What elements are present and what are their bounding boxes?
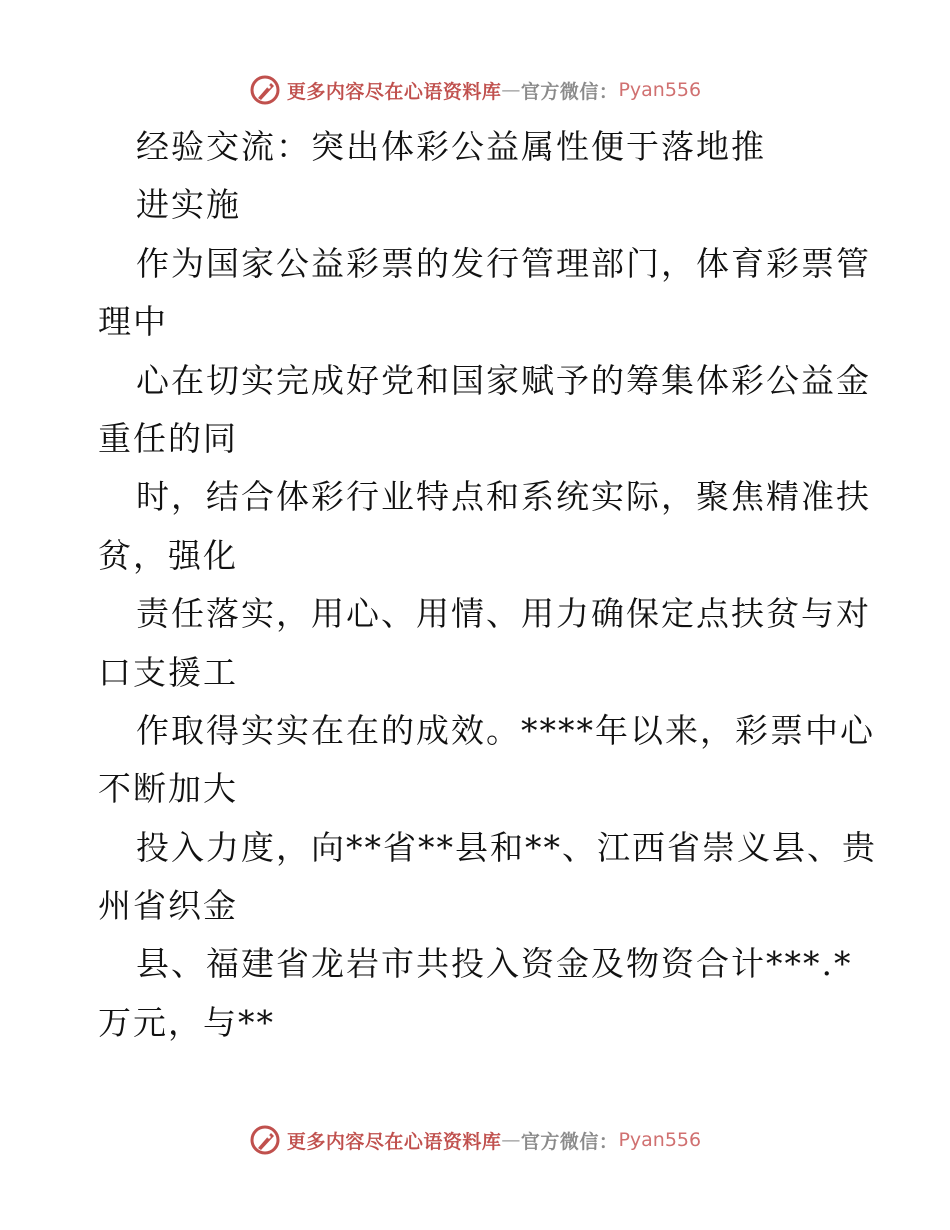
document-body [98, 124, 877, 1058]
text-line: 责任落实，用心、用情、用力确保定点扶贫与对 [136, 594, 871, 634]
pen-nib-circle-icon [249, 1124, 281, 1156]
watermark-dash: — [501, 79, 521, 101]
text-line: 经验交流：突出体彩公益属性便于落地推 [136, 127, 766, 166]
watermark-label: 官方微信： [520, 80, 619, 103]
text-line: 贫，强化 [98, 535, 238, 575]
pen-nib-circle-icon [249, 74, 281, 106]
text-line: 县、福建省龙岩市共投入资金及物资合计***.* [136, 944, 853, 984]
text-line: 心在切实完成好党和国家赋予的筹集体彩公益金 [136, 360, 871, 400]
watermark-dash: — [501, 1129, 521, 1151]
footer-watermark [0, 1120, 950, 1160]
text-line: 理中 [98, 302, 168, 342]
text-line: 进实施 [136, 185, 241, 225]
text-line: 作为国家公益彩票的发行管理部门，体育彩票管 [136, 243, 871, 283]
text-line: 州省织金 [98, 886, 238, 926]
watermark-main-text: 更多内容尽在心语资料库 [286, 1130, 502, 1153]
watermark-id: Pyan556 [618, 79, 702, 101]
watermark-label: 官方微信： [520, 1130, 619, 1153]
text-line: 重任的同 [98, 418, 238, 458]
watermark-id: Pyan556 [618, 1129, 702, 1151]
text-line: 投入力度，向**省**县和**、江西省崇义县、贵 [136, 827, 877, 867]
text-line: 时，结合体彩行业特点和系统实际，聚焦精准扶 [136, 477, 871, 517]
header-watermark [0, 70, 950, 110]
text-line: 不断加大 [98, 769, 238, 809]
text-line: 万元，与** [98, 1002, 275, 1042]
text-line: 作取得实实在在的成效。****年以来，彩票中心 [136, 710, 875, 750]
text-line: 口支援工 [98, 652, 238, 692]
watermark-main-text: 更多内容尽在心语资料库 [286, 80, 502, 103]
